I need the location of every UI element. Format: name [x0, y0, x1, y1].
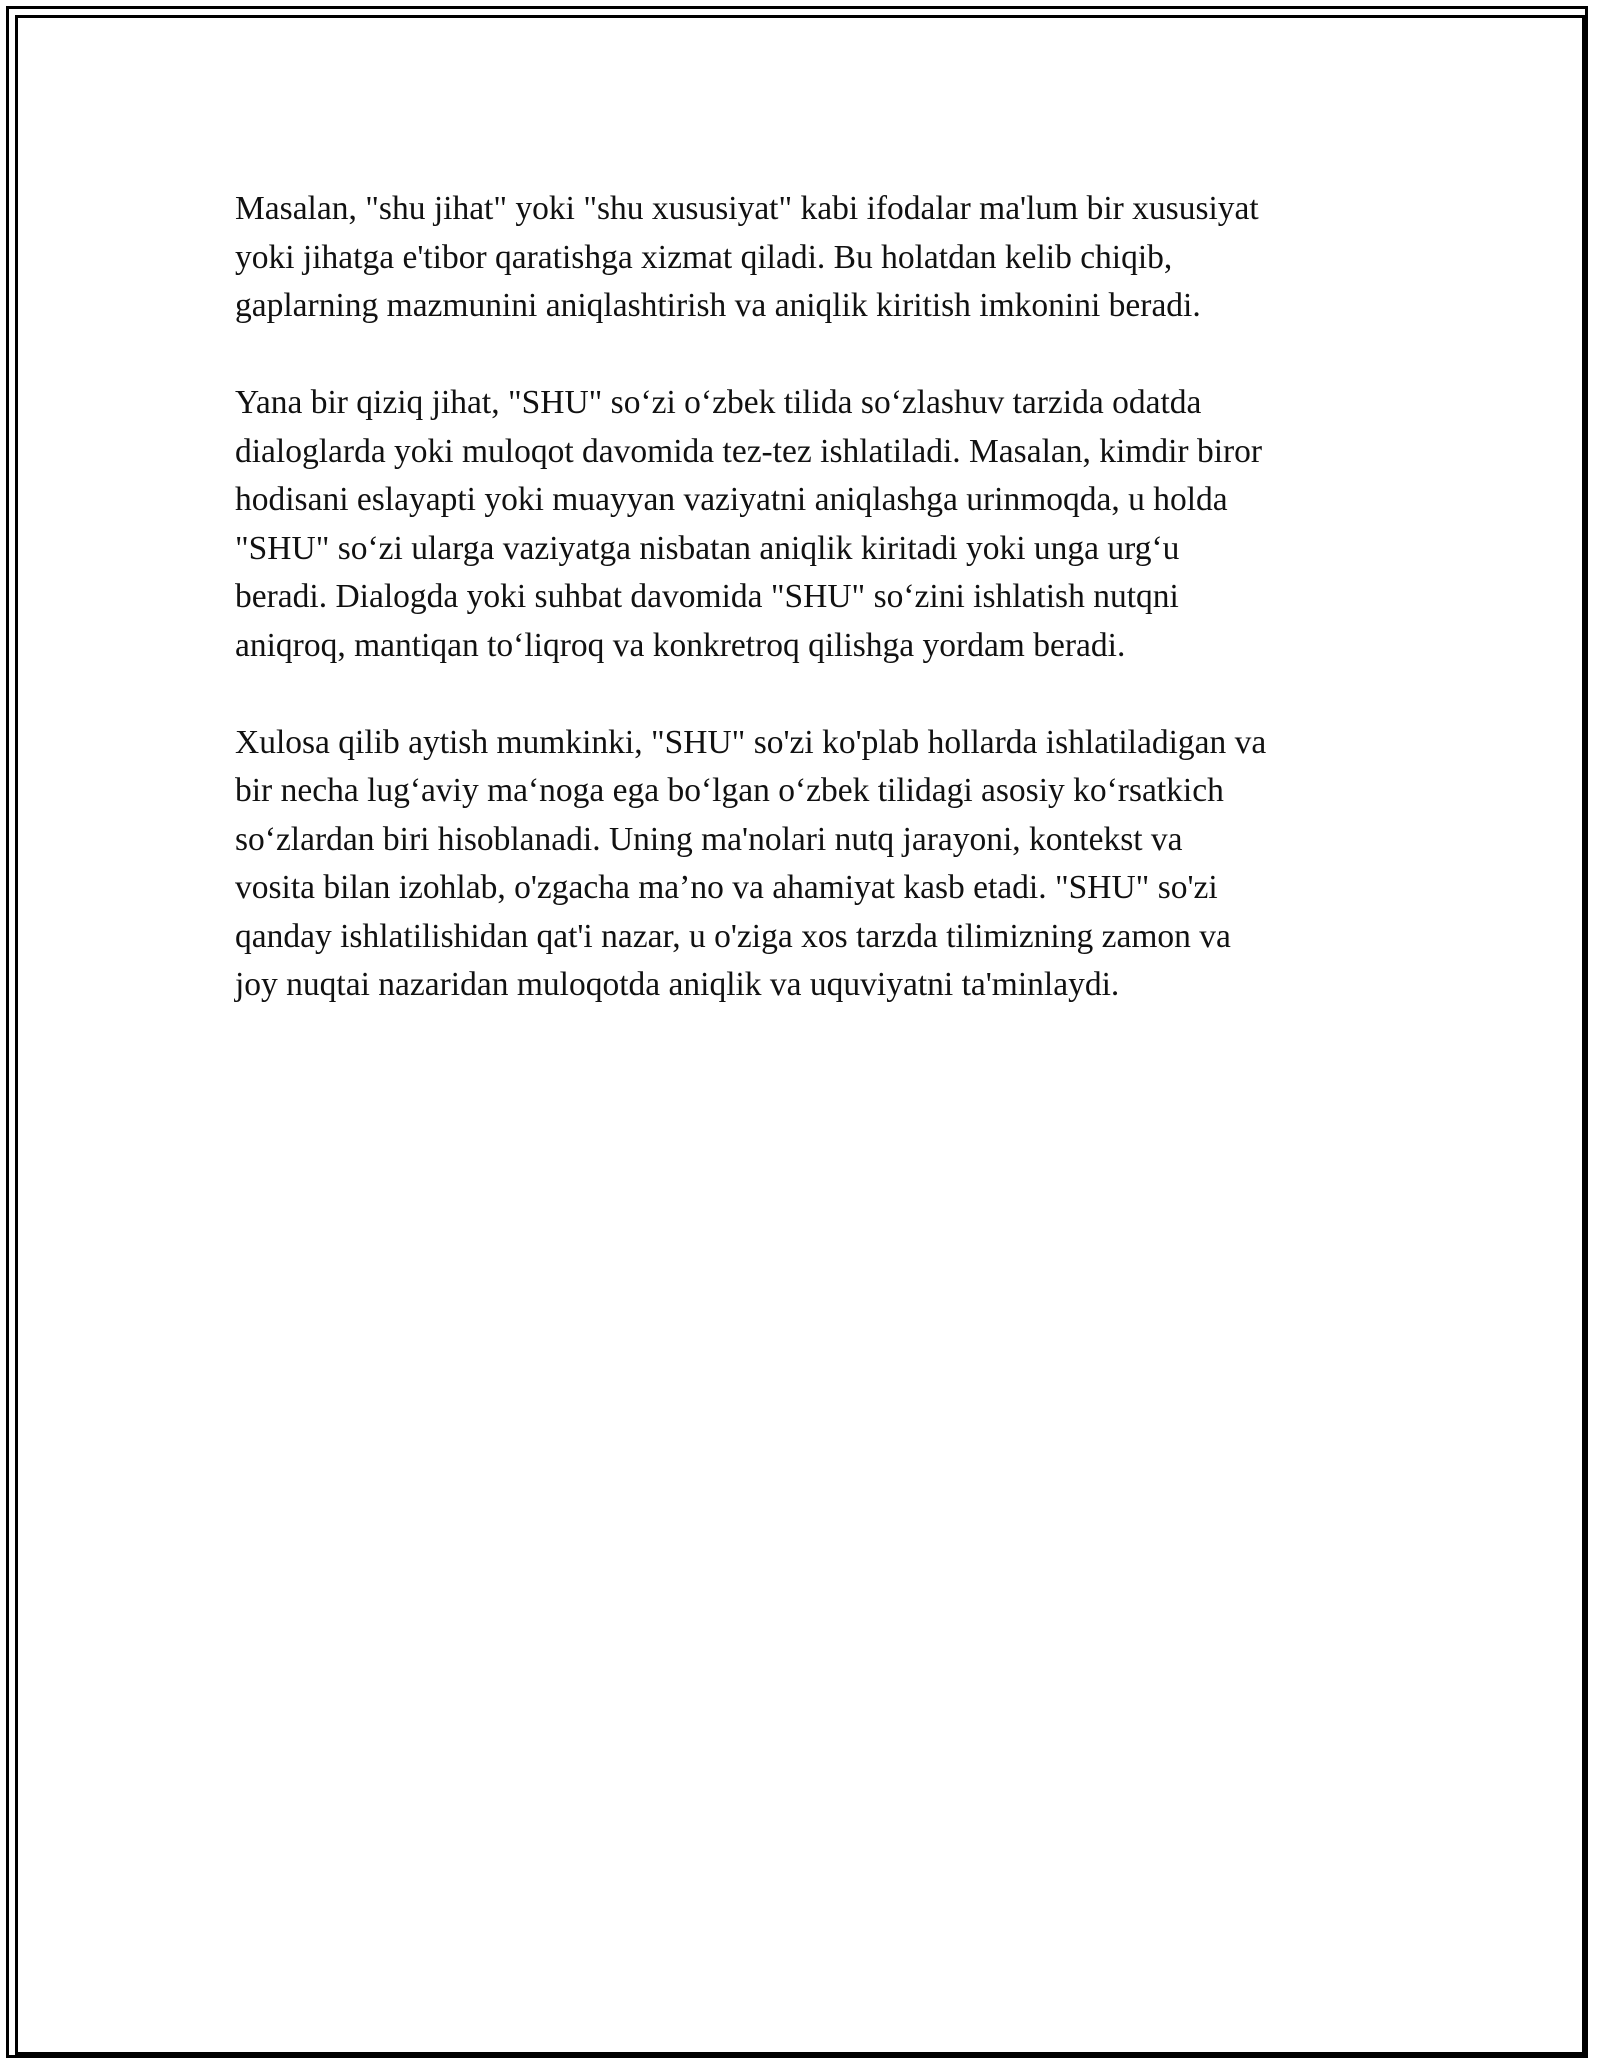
document-body [235, 185, 1380, 1058]
paragraph-1: Masalan, "shu jihat" yoki "shu xususiyat" kabi ifodalar ma'lum bir xususiyat yoki jihatga e'tibor qaratishga xizmat qiladi. Bu holatdan kelib chiqib, gaplarning mazmunini aniqlashtirish va aniqlik kiritish imkonini beradi. [235, 190, 1259, 324]
paragraph-3: Xulosa qilib aytish mumkinki, "SHU" so'zi ko'plab hollarda ishlatiladigan va bir necha lug‘aviy ma‘noga ega bo‘lgan o‘zbek tilidagi asosiy ko‘rsatkich so‘zlardan biri hisoblanadi. Uning ma'nolari nutq jarayoni, kontekst va vosita bilan izohlab, o'zgacha ma’no va ahamiyat kasb etadi. "SHU" so'zi qanday ishlatilishidan qat'i nazar, u o'ziga xos tarzda tilimizning zamon va joy nuqtai nazaridan muloqotda aniqlik va uquviyatni ta'minlaydi. [235, 723, 1267, 1003]
paragraph-2: Yana bir qiziq jihat, "SHU" so‘zi o‘zbek tilida so‘zlashuv tarzida odatda dialoglarda yoki muloqot davomida tez-tez ishlatiladi. Masalan, kimdir biror hodisani eslayapti yoki muayyan vaziyatni aniqlashga urinmoqda, u holda "SHU" so‘zi ularga vaziyatga nisbatan aniqlik kiritadi yoki unga urg‘u beradi. Dialogda yoki suhbat davomida "SHU" so‘zini ishlatish nutqni aniqroq, mantiqan to‘liqroq va konkretroq qilishga yordam beradi. [235, 384, 1263, 664]
